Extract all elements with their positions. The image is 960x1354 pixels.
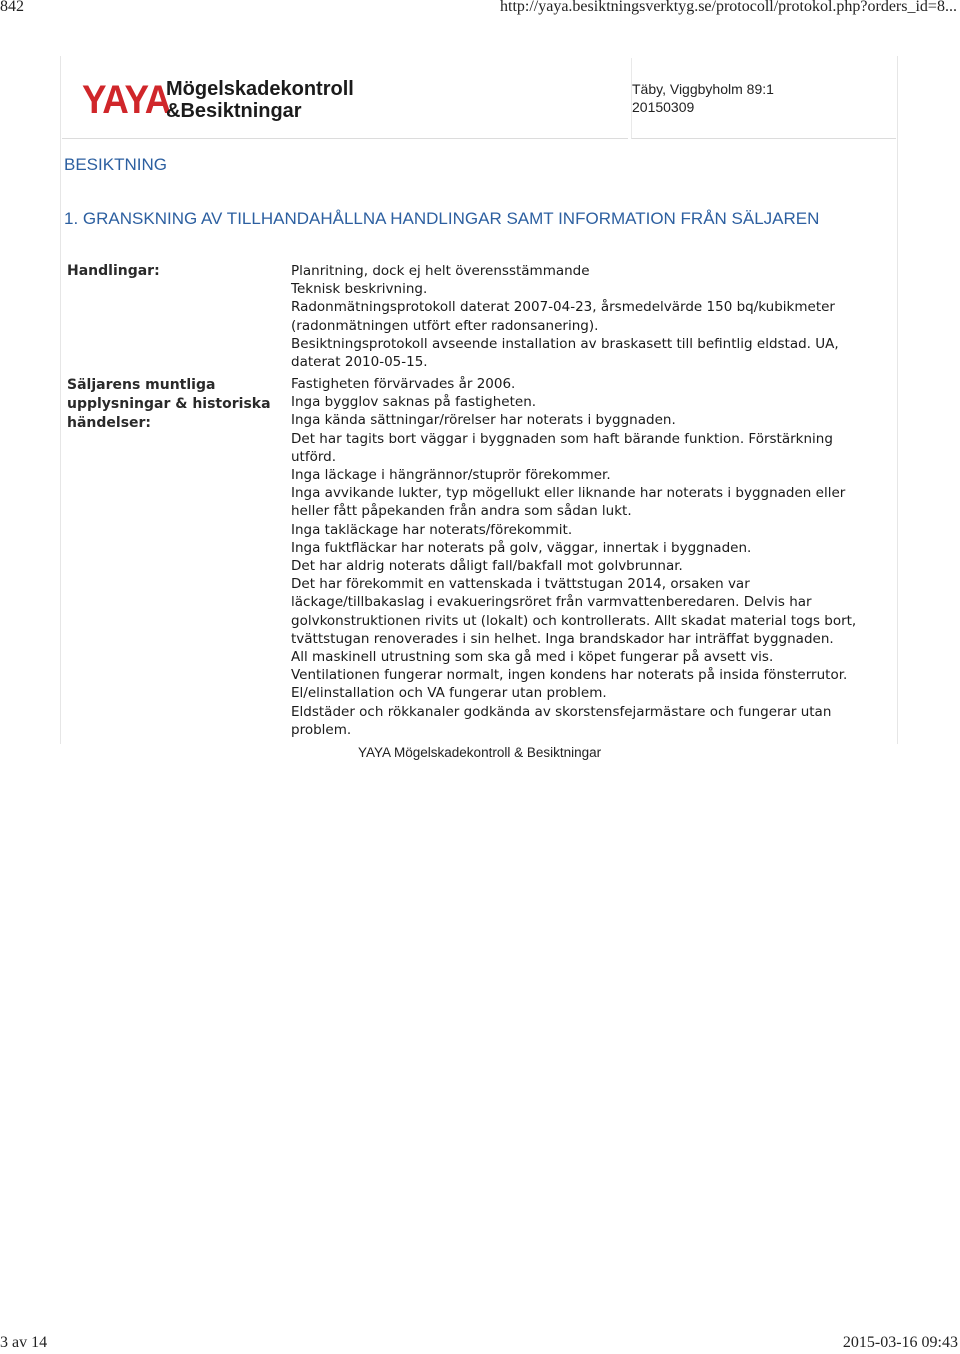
- saljarens-line: tvättstugan renoverades i sin helhet. Inga brandskador har inträffat byggnaden.: [291, 630, 834, 647]
- saljarens-label-line: Säljarens muntliga: [67, 377, 216, 393]
- sheet-border-right: [897, 56, 898, 744]
- saljarens-line: golvkonstruktionen rivits ut (lokalt) och kontrollerats. Allt skadat material togs bort,: [291, 612, 857, 629]
- saljarens-line: Inga bygglov saknas på fastigheten.: [291, 394, 537, 411]
- saljarens-line: Eldstäder och rökkanaler godkända av skorstensfejarmästare och fungerar utan: [291, 703, 832, 720]
- handlingar-line: Planritning, dock ej helt överensstämmande: [291, 263, 590, 279]
- saljarens-line: läckage/tillbakaslag i evakueringsröret från varmvattenberedaren. Delvis har: [291, 594, 812, 611]
- handlingar-content: [291, 262, 887, 371]
- logo-mark: YAYA: [82, 78, 171, 122]
- saljarens-line: All maskinell utrustning som ska gå med i köpet fungerar på avsett vis.: [291, 649, 774, 666]
- handlingar-line: Teknisk beskrivning.: [291, 281, 428, 298]
- saljarens-line: El/elinstallation och VA fungerar utan problem.: [291, 685, 607, 702]
- saljarens-line: Inga kända sättningar/rörelser har noterats i byggnaden.: [291, 412, 676, 429]
- sheet-border-left: [60, 56, 61, 744]
- logo-text-line1: Mögelskadekontroll: [166, 78, 354, 100]
- saljarens-label: [67, 376, 282, 433]
- handlingar-label: Handlingar:: [67, 263, 160, 279]
- saljarens-label-line: upplysningar & historiska: [67, 396, 271, 412]
- company-logo: [82, 76, 362, 126]
- logo-cell: [62, 58, 628, 139]
- saljarens-line: Inga avvikande lukter, typ mögellukt eller liknande har noterats i byggnaden eller: [291, 485, 846, 502]
- saljarens-line: utförd.: [291, 448, 337, 465]
- handlingar-line: Radonmätningsprotokoll daterat 2007-04-23, årsmedelvärde 150 bq/kubikmeter: [291, 299, 835, 316]
- protocol-date: 20150309: [632, 99, 695, 115]
- handlingar-line: (radonmätningen utfört efter radonsanering).: [291, 317, 599, 334]
- saljarens-line: Inga fuktfläckar har noterats på golv, väggar, innertak i byggnaden.: [291, 539, 752, 556]
- saljarens-line: heller fått påpekanden från andra som sådan lukt.: [291, 503, 632, 520]
- saljarens-line: Det har tagits bort väggar i byggnaden som haft bärande funktion. Förstärkning: [291, 430, 833, 447]
- saljarens-line: Det har aldrig noterats dåligt fall/bakfall mot golvbrunnar.: [291, 558, 683, 575]
- saljarens-line: Inga takläckage har noterats/förekommit.: [291, 521, 573, 538]
- saljarens-content: [291, 375, 887, 739]
- section-title: BESIKTNING: [64, 155, 167, 174]
- footer-company-name: YAYA Mögelskadekontroll & Besiktningar: [358, 745, 602, 760]
- saljarens-line: Inga läckage i hängrännor/stuprör förekommer.: [291, 467, 611, 484]
- saljarens-line: Fastigheten förvärvades år 2006.: [291, 376, 516, 392]
- print-datetime: 2015-03-16 09:43: [842, 1334, 958, 1351]
- print-page-count: 3 av 14: [0, 1334, 48, 1351]
- property-address: Täby, Viggbyholm 89:1: [632, 81, 774, 97]
- saljarens-label-line: händelser:: [67, 415, 152, 431]
- saljarens-line: Ventilationen fungerar normalt, ingen kondens har noterats på insida fönsterrutor.: [291, 667, 848, 684]
- section-subtitle: 1. GRANSKNING AV TILLHANDAHÅLLNA HANDLINGAR SAMT INFORMATION FRÅN SÄLJAREN: [64, 209, 820, 228]
- print-header: [0, 0, 960, 18]
- print-url[interactable]: http://yaya.besiktningsverktyg.se/protocoll/protokol.php?orders_id=8...: [500, 0, 957, 15]
- address-cell: [631, 58, 896, 139]
- logo-text-line2: &Besiktningar: [166, 100, 302, 122]
- handlingar-line: daterat 2010-05-15.: [291, 354, 428, 371]
- print-footer: [0, 1334, 960, 1354]
- saljarens-line: Det har förekommit en vattenskada i tvättstugan 2014, orsaken var: [291, 576, 750, 593]
- print-page-number: 842: [0, 0, 24, 15]
- saljarens-line: problem.: [291, 721, 352, 738]
- handlingar-line: Besiktningsprotokoll avseende installation av braskasett till befintlig eldstad. UA,: [291, 335, 839, 352]
